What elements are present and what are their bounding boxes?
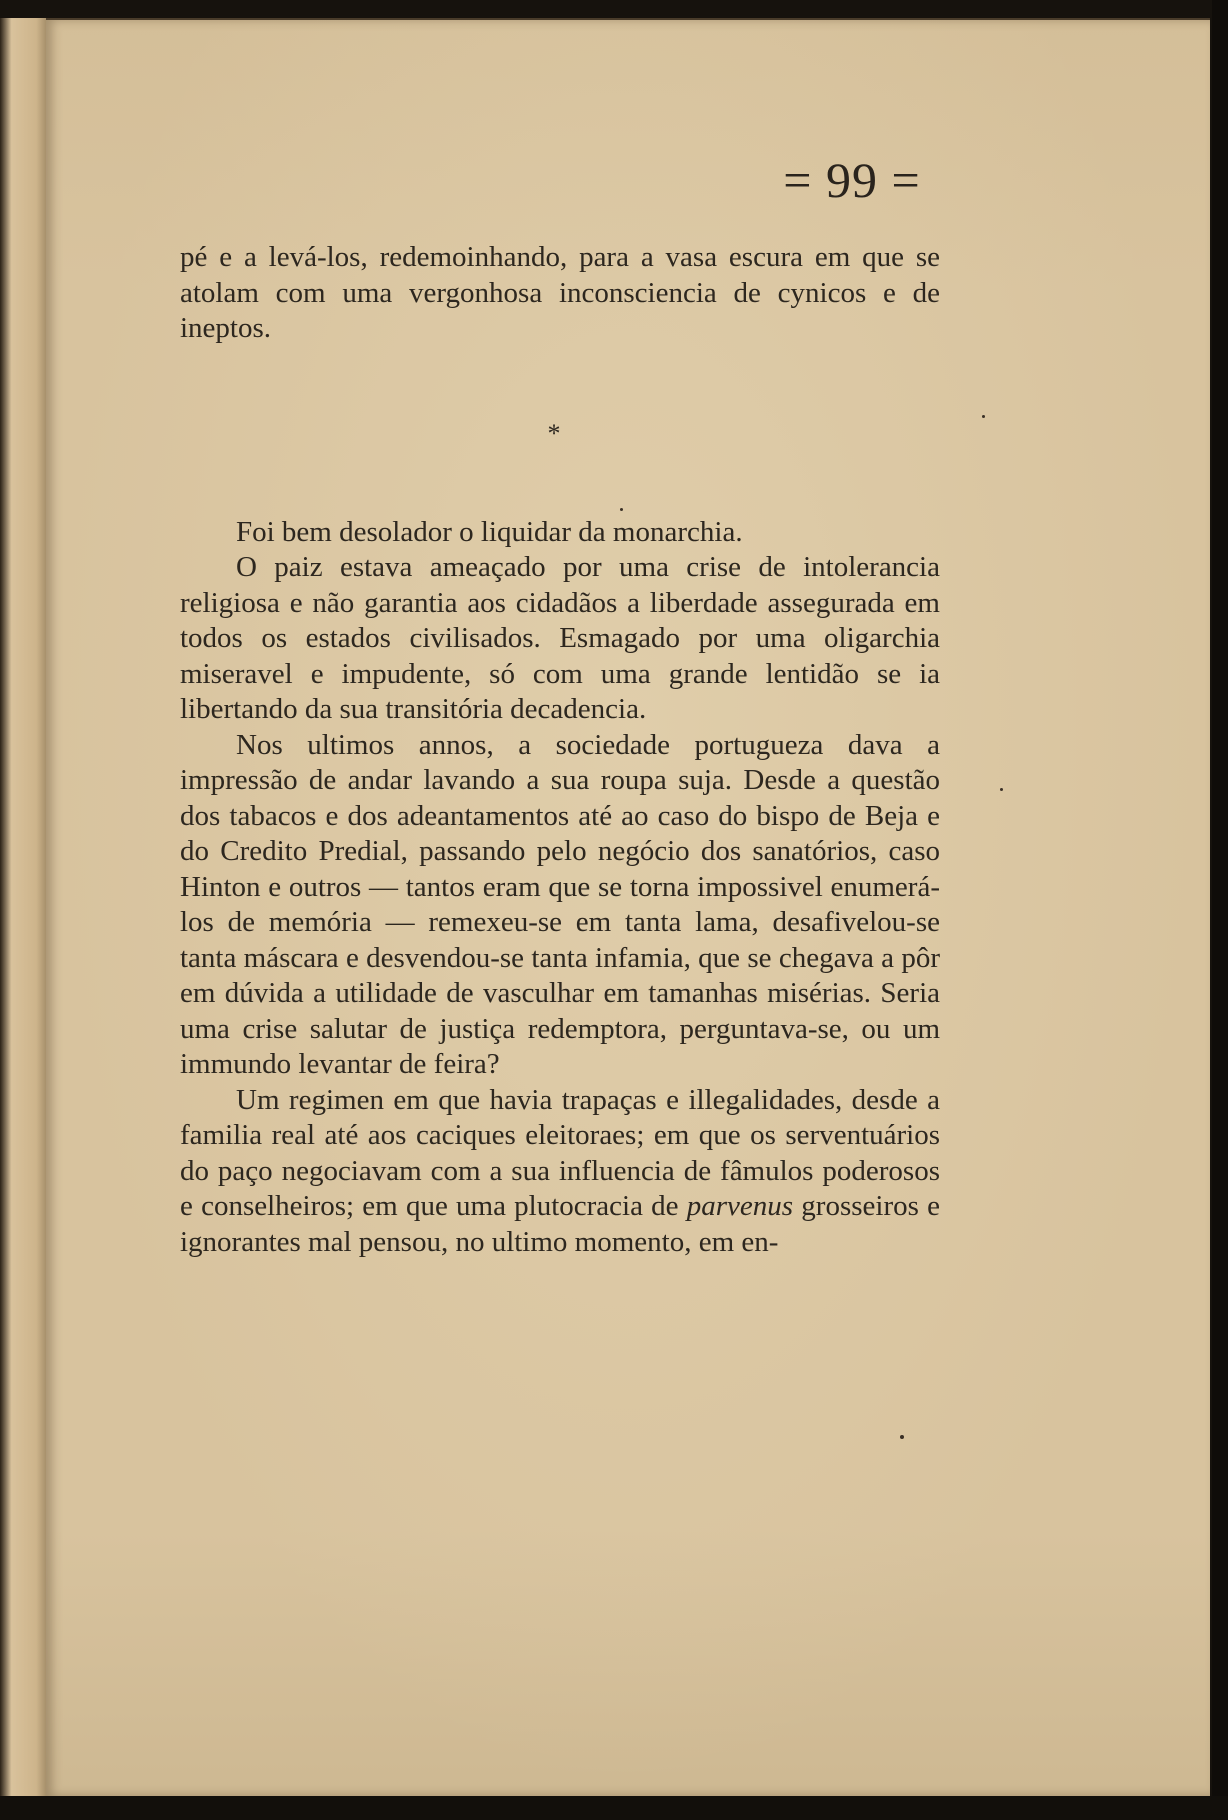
paper-speck xyxy=(620,508,623,511)
paragraph-text: Um regimen em que havia trapaças e illegalidades, desde a familia real até aos caciques eleitoraes; em que os serventuários do paço negociavam com a sua influencia de fâmulos poderosos e conselheiros; em que uma plutocracia de xyxy=(180,1083,940,1222)
paragraph-text: grosseiros e ignorantes mal pensou, no ultimo momento, em en- xyxy=(180,1190,940,1258)
paragraph: Nos ultimos annos, a sociedade portugueza dava a impressão de andar lavando a sua roupa suja. Desde a questão dos tabacos e dos adeantamentos até ao caso do bispo de Beja e do Credito Predial, passando pelo negócio dos sanatórios, caso Hinton e outros — tantos eram que se torna impossivel enumerá-los de memória — remexeu-se em tanta lama, desafivelou-se tanta máscara e desvendou-se tanta infamia, que se chegava a pôr em dúvida a utilidade de vasculhar em tamanhas misérias. Seria uma crise salutar de justiça redemptora, perguntava-se, ou um immundo levantar de feira? xyxy=(180,728,940,1080)
paragraph: O paiz estava ameaçado por uma crise de intolerancia religiosa e não garantia aos cidadãos a liberdade assegurada em todos os estados civilisados. Esmagado por uma oligarchia miseravel e impudente, só com uma grande lentidão se ia libertando da sua transitória decadencia. xyxy=(180,551,940,725)
paragraph-last xyxy=(180,1083,940,1261)
page-number-dash-right: = xyxy=(891,152,921,208)
section-separator-asterisk: * xyxy=(547,418,561,448)
italic-foreign-word: parvenus xyxy=(686,1190,794,1222)
page-number-dash-left: = xyxy=(783,152,813,208)
scan-border-bottom xyxy=(0,1796,1228,1820)
body-text xyxy=(180,240,940,1260)
paper-speck xyxy=(982,415,985,418)
scan-border-right xyxy=(1212,0,1228,1820)
paper-speck xyxy=(1000,788,1003,791)
page-number-value: 99 xyxy=(826,152,878,208)
paragraph-continuation: pé e a levá-los, redemoinhando, para a vasa escura em que se atolam com uma vergonhosa inconsciencia de cynicos e de ineptos. xyxy=(180,241,940,344)
page-number xyxy=(767,150,937,210)
paper-speck xyxy=(900,1435,904,1439)
paragraph: Foi bem desolador o liquidar da monarchia. xyxy=(236,515,743,548)
